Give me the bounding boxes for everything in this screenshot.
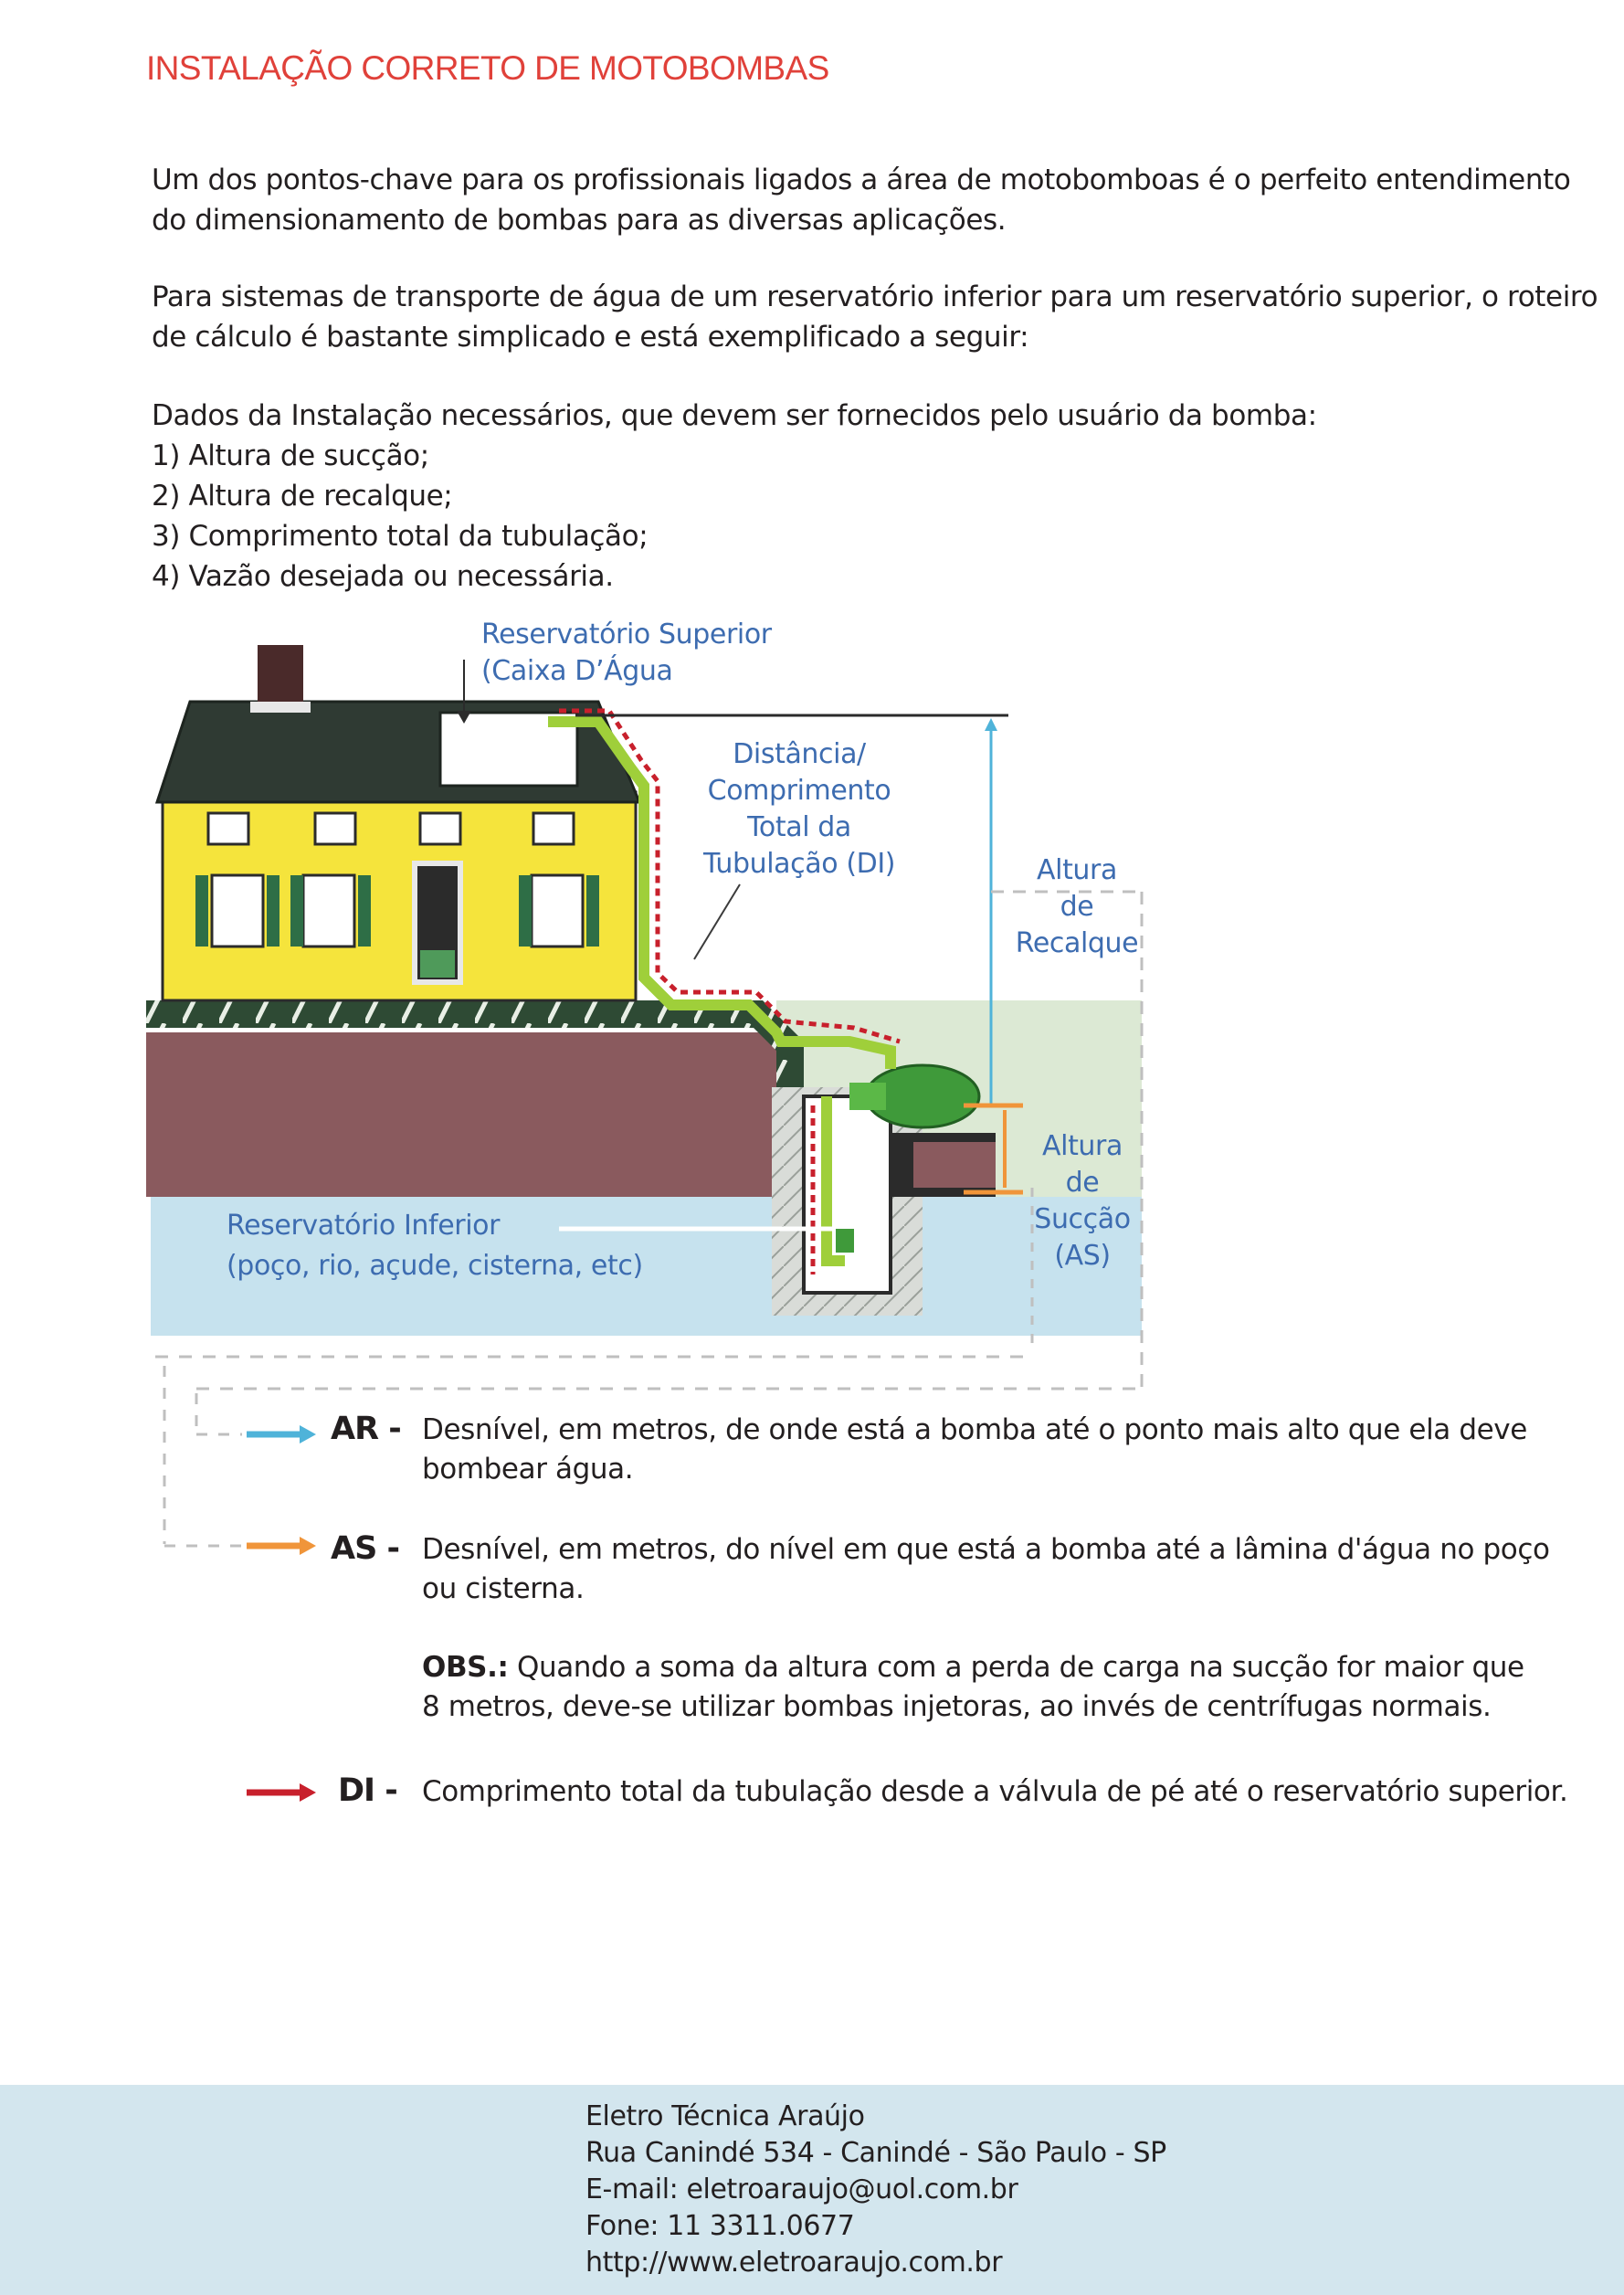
soil-block (146, 1032, 795, 1197)
text-line: Para sistemas de transporte de água de um reservatório inferior para um reservatório superior, o roteiro (152, 280, 1598, 313)
as-key: AS - (331, 1530, 400, 1567)
foot-valve (836, 1229, 854, 1253)
company-address: Rua Canindé 534 - Canindé - São Paulo - SP (585, 2137, 1166, 2169)
as-description: Desnível, em metros, do nível em que está a bomba até a lâmina d'água no poço ou cisterna. (422, 1533, 1550, 1605)
di-key: DI - (338, 1772, 397, 1809)
pipe-length-label: Distância/ Comprimento Total da Tubulação (DI) (703, 738, 896, 880)
text-line: do dimensionamento de bombas para as diversas aplicações. (152, 204, 1007, 237)
upper-reservoir-label: Reservatório Superior (Caixa D’Água (481, 619, 772, 687)
as-arrow-icon (247, 1537, 316, 1555)
footer-contact (585, 2099, 1166, 2281)
text-line: de cálculo é bastante simplicado e está exemplificado a seguir: (152, 321, 1029, 354)
discharge-height-label: Altura de Recalque (1015, 854, 1139, 959)
obs-label: OBS.: (422, 1651, 509, 1684)
di-arrow-icon (247, 1783, 316, 1802)
company-phone: Fone: 11 3311.0677 (585, 2210, 855, 2242)
list-item: 3) Comprimento total da tubulação; (152, 520, 649, 553)
suction-height-label: Altura de Sucção (AS) (1034, 1130, 1131, 1272)
ar-arrow-icon (247, 1425, 316, 1444)
page-title: INSTALAÇÃO CORRETO DE MOTOBOMBAS (146, 49, 829, 87)
data-list-heading: Dados da Instalação necessários, que devem ser fornecidos pelo usuário da bomba: (152, 399, 1317, 432)
lower-reservoir-label: Reservatório Inferior (poço, rio, açude, cisterna, etc) (227, 1210, 643, 1282)
list-item: 1) Altura de sucção; (152, 439, 429, 472)
di-description: Comprimento total da tubulação desde a válvula de pé até o reservatório superior. (422, 1775, 1568, 1808)
chimney (258, 645, 303, 709)
company-email: E-mail: eletroaraujo@uol.com.br (585, 2173, 1018, 2205)
ar-key: AR - (331, 1411, 401, 1447)
footer (0, 2085, 1624, 2295)
list-item: 4) Vazão desejada ou necessária. (152, 560, 614, 593)
obs-note: OBS.: Quando a soma da altura com a perda de carga na sucção for maior que 8 metros, deve-se utilizar bombas injetoras, ao invés de centrífugas normais. (422, 1651, 1524, 1723)
company-website: http://www.eletroaraujo.com.br (585, 2247, 1003, 2279)
company-name: Eletro Técnica Araújo (585, 2100, 865, 2132)
ar-description: Desnível, em metros, de onde está a bomba até o ponto mais alto que ela deve bombear água. (422, 1413, 1527, 1486)
text-line: Um dos pontos-chave para os profissionais ligados a área de motobomboas é o perfeito entendimento (152, 164, 1571, 196)
list-item: 2) Altura de recalque; (152, 480, 453, 513)
